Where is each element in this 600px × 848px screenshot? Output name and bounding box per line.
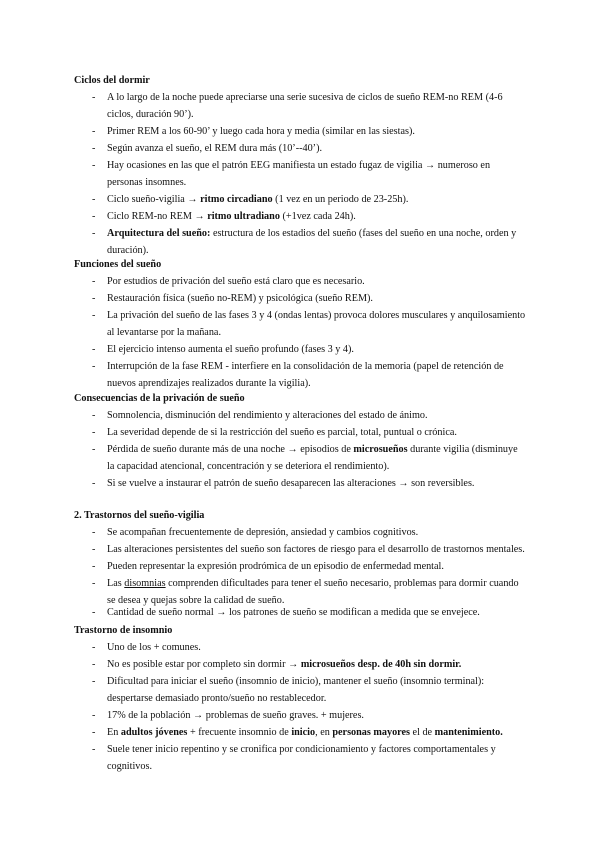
list-item: - Restauración física (sueño no-REM) y psicológica (sueño REM). — [107, 290, 527, 307]
list-item: - Pérdida de sueño durante más de una noche → episodios de microsueños durante vigilia (disminuye la capacidad atencional, concentración y se deteriora el rendimiento). — [107, 441, 527, 475]
list-item: - Las disomnias comprenden dificultades para tener el sueño necesario, problemas para dormir cuando se desea y quejas sobre la calidad de sueño. — [107, 575, 527, 609]
list-item: - Somnolencia, disminución del rendimiento y alteraciones del estado de ánimo. — [107, 407, 527, 424]
list-item: - Ciclo sueño-vigilia → ritmo circadiano (1 vez en un periodo de 23-25h). — [107, 191, 527, 208]
list-item: - Por estudios de privación del sueño está claro que es necesario. — [107, 273, 527, 290]
list-item: - 17% de la población → problemas de sueño graves. + mujeres. — [107, 707, 527, 724]
list-item: - Uno de los + comunes. — [107, 639, 527, 656]
list-item: - Interrupción de la fase REM - interfiere en la consolidación de la memoria (papel de retención de nuevos aprendizajes realizados durante la vigilia). — [107, 358, 527, 392]
section-heading: Funciones del sueño — [74, 259, 162, 270]
list-item: - La severidad depende de si la restricción del sueño es parcial, total, puntual o crónica. — [107, 424, 527, 441]
section-heading: Consecuencias de la privación de sueño — [74, 393, 245, 404]
section-heading: Ciclos del dormir — [74, 75, 150, 86]
list-item: - Arquitectura del sueño: estructura de los estadios del sueño (fases del sueño en una noche, orden y duración). — [107, 225, 527, 259]
list-item: - En adultos jóvenes + frecuente insomnio de inicio, en personas mayores el de mantenimiento. — [107, 724, 527, 741]
section-heading: 2. Trastornos del sueño-vigilia — [74, 510, 205, 521]
list-item: - Se acompañan frecuentemente de depresión, ansiedad y cambios cognitivos. — [107, 524, 527, 541]
list-item: - Cantidad de sueño normal → los patrones de sueño se modifican a medida que se envejece. — [107, 604, 527, 621]
list-item: - Según avanza el sueño, el REM dura más (10’--40’). — [107, 140, 527, 157]
list-item: - El ejercicio intenso aumenta el sueño profundo (fases 3 y 4). — [107, 341, 527, 358]
list-item: - A lo largo de la noche puede apreciarse una serie sucesiva de ciclos de sueño REM-no REM (4-6 ciclos, duración 90’). — [107, 89, 527, 123]
list-item: - No es posible estar por completo sin dormir → microsueños desp. de 40h sin dormir. — [107, 656, 527, 673]
list-item: - Suele tener inicio repentino y se cronifica por condicionamiento y factores comportamentales y cognitivos. — [107, 741, 527, 775]
list-item: - La privación del sueño de las fases 3 y 4 (ondas lentas) provoca dolores musculares y anquilosamiento al levantarse por la mañana. — [107, 307, 527, 341]
list-item: - Ciclo REM-no REM → ritmo ultradiano (+1vez cada 24h). — [107, 208, 527, 225]
list-item: - Hay ocasiones en las que el patrón EEG manifiesta un estado fugaz de vigilia → numeroso en personas insomnes. — [107, 157, 527, 191]
section-heading: Trastorno de insomnio — [74, 625, 173, 636]
list-item: - Primer REM a los 60-90’ y luego cada hora y media (similar en las siestas). — [107, 123, 527, 140]
list-item: - Dificultad para iniciar el sueño (insomnio de inicio), mantener el sueño (insomnio terminal): despertarse demasiado pronto/sueño no restablecedor. — [107, 673, 527, 707]
list-item: - Las alteraciones persistentes del sueño son factores de riesgo para el desarrollo de trastornos mentales. — [107, 541, 527, 558]
list-item: - Si se vuelve a instaurar el patrón de sueño desaparecen las alteraciones → son reversibles. — [107, 475, 527, 492]
list-item: - Pueden representar la expresión prodrómica de un episodio de enfermedad mental. — [107, 558, 527, 575]
